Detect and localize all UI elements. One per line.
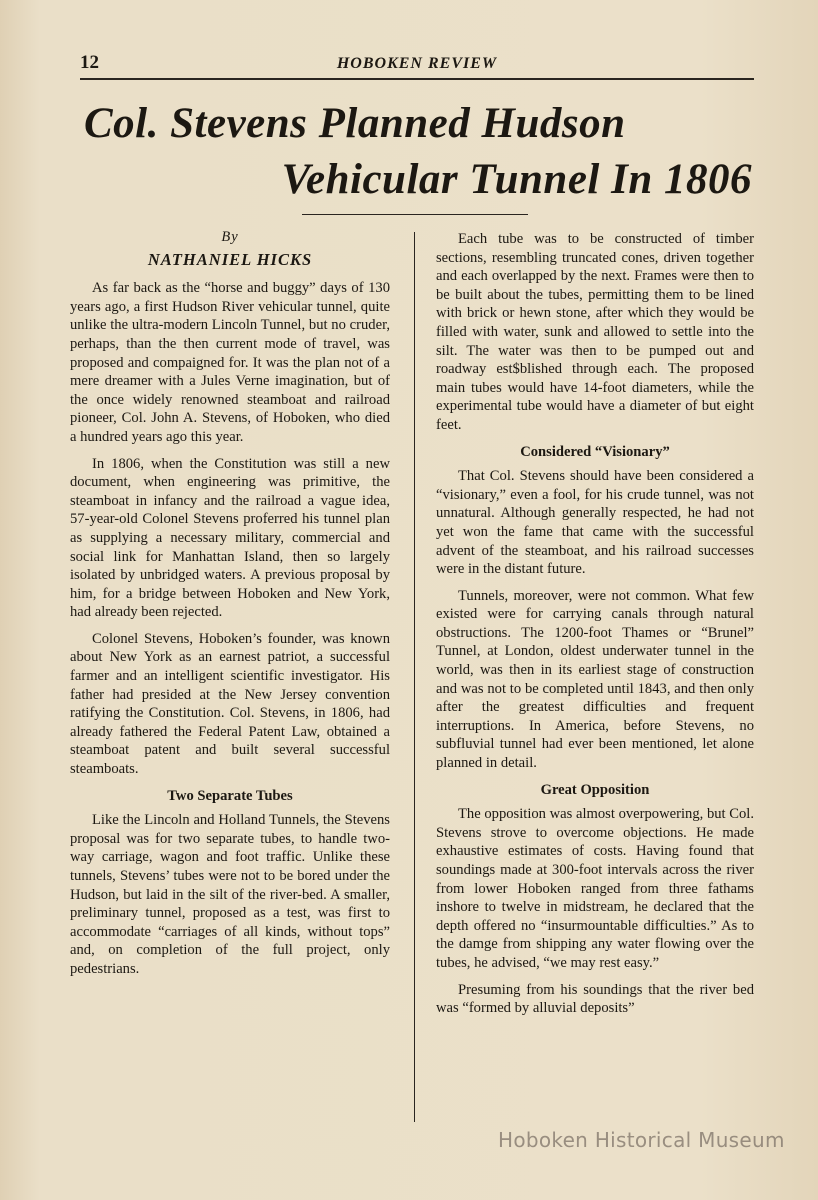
section-heading: Considered “Visionary” bbox=[520, 443, 670, 460]
author-name: NATHANIEL HICKS bbox=[147, 249, 313, 269]
running-header bbox=[80, 52, 754, 80]
article-title bbox=[80, 96, 754, 208]
left-column bbox=[70, 228, 390, 987]
title-divider bbox=[302, 214, 528, 215]
title-line-1: Col. Stevens Planned Hudson bbox=[84, 100, 626, 147]
publication-name: HOBOKEN REVIEW bbox=[336, 55, 498, 72]
column-divider bbox=[414, 232, 415, 1122]
paragraph: That Col. Stevens should have been considered a “visionary,” even a fool, for his crude tunnel, was not unnatural. Although generally respected, he had not yet won the fame that came with the successful advent of the steamboat, and his railroad successes were in the distant future. bbox=[436, 468, 754, 578]
page-number: 12 bbox=[80, 52, 99, 73]
section-heading: Great Opposition bbox=[540, 781, 650, 798]
paragraph: Colonel Stevens, Hoboken’s founder, was known about New York as an earnest patriot, a successful farmer and an intelligent scientific investigator. His father had presided at the New Jersey convention ratifying the Constitution. Col. Stevens, in 1806, had already fathered the Federal Patent Law, obtained a steamboat patent and built several successful steamboats. bbox=[70, 630, 390, 778]
paragraph: In 1806, when the Constitution was still a new document, when engineering was primitive, the steamboat in infancy and the railroad a vague idea, 57-year-old Colonel Stevens proferred his tunnel plan as supplying a necessary military, commercial and social link for Manhattan Island, then so largely isolated by unbridged waters. A previous proposal by him, for a bridge between Hoboken and New York, had already been rejected. bbox=[70, 455, 390, 621]
title-line-2: Vehicular Tunnel In 1806 bbox=[281, 156, 752, 203]
paragraph: Tunnels, moreover, were not common. What few existed were for carrying canals through natural obstructions. The 1200-foot Thames or “Brunel” Tunnel, at London, oldest underwater tunnel in the world, was then in its earliest stage of construction and was not to be completed until 1843, and then only after the greatest difficulties and frequent interruptions. In America, before Stevens, no subfluvial tunnel had ever been mentioned, let alone planned in detail. bbox=[436, 587, 754, 772]
paragraph: Like the Lincoln and Holland Tunnels, the Stevens proposal was for two separate tubes, to handle two-way carriage, wagon and foot traffic. Unlike these tunnels, Stevens’ tubes were not to be bored under the Hudson, but laid in the silt of the river-bed. A smaller, preliminary tunnel, proposed as a test, was first to accommodate “carriages of all kinds, without tops” and, on completion of the full project, only pedestrians. bbox=[70, 812, 390, 977]
right-column bbox=[436, 230, 754, 1026]
paragraph: The opposition was almost overpowering, but Col. Stevens strove to overcome objections. He made exhaustive estimates of costs. Having found that soundings made at 300-foot intervals across the river from lower Hoboken ranged from three fathams inshore to twelve in midstream, he declared that the depth offered no “insurmountable difficulties.” As to the damge from shipping any water flowing over the tubes, he advised, “we may rest easy.” bbox=[436, 806, 754, 971]
paragraph: Presuming from his soundings that the river bed was “formed by alluvial deposits” bbox=[436, 981, 754, 1017]
paragraph: Each tube was to be constructed of timber sections, resembling truncated cones, driven together and each overlapped by the next. Frames were then to be built about the tubes, permitting them to be lined with brick or hewn stone, after which they would be filled with water, sunk and allowed to settle into the silt. The water was then to be pumped out and roadway est$blished through each. The proposed main tubes would have 14-foot diameters, while the experimental tube would have a diameter of but eight feet. bbox=[436, 231, 754, 433]
museum-watermark: Hoboken Historical Museum bbox=[498, 1128, 785, 1152]
section-heading: Two Separate Tubes bbox=[167, 787, 293, 804]
byline-by: By bbox=[221, 229, 239, 245]
paragraph: As far back as the “horse and buggy” days of 130 years ago, a first Hudson River vehicular tunnel, quite unlike the ultra-modern Lincoln Tunnel, but no cruder, perhaps, than the then current mode of travel, was proposed and compaigned for. It was the plan not of a mere dreamer with a Jules Verne imagination, but of the once widely renowned steamboat and railroad pioneer, Col. John A. Stevens, of Hoboken, who died a hundred years ago this year. bbox=[70, 280, 390, 445]
